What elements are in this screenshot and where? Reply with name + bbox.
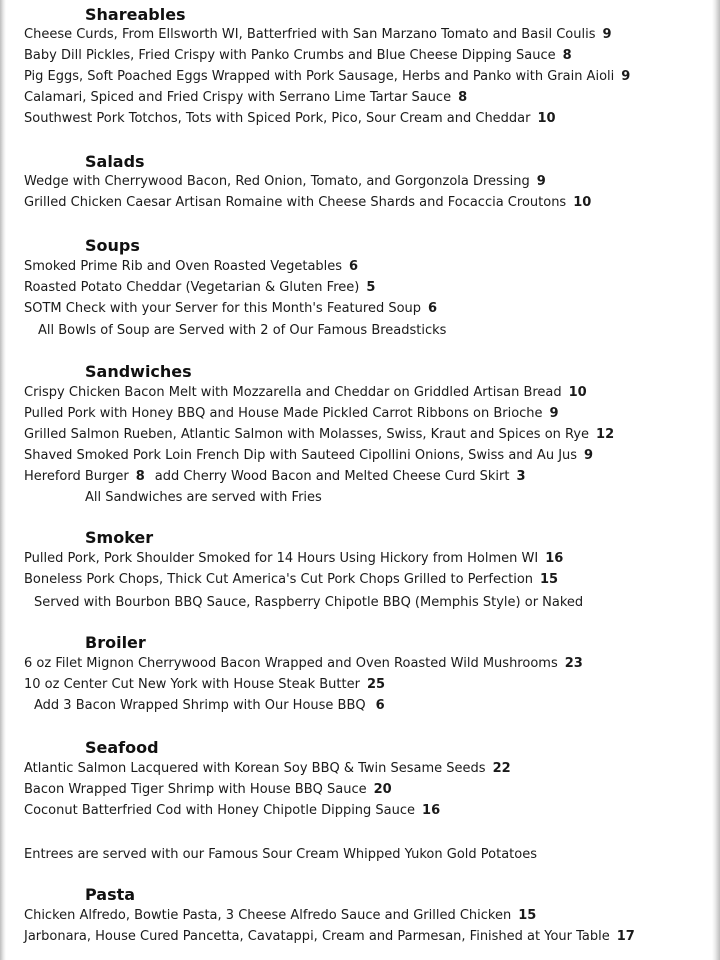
section-heading-pasta: Pasta — [85, 885, 136, 904]
item-price: 15 — [540, 572, 559, 587]
item-name: Shaved Smoked Pork Loin French Dip with Sauteed Cipollini Onions, Swiss and Au Jus — [24, 448, 578, 463]
menu-item — [24, 655, 583, 673]
menu-item — [24, 907, 536, 925]
menu-item — [24, 47, 572, 65]
item-price: 16 — [422, 803, 441, 818]
note-text: Add 3 Bacon Wrapped Shrimp with Our House BBQ — [34, 698, 366, 713]
item-name: Wedge with Cherrywood Bacon, Red Onion, Tomato, and Gorgonzola Dressing — [24, 174, 530, 189]
menu-item — [24, 781, 392, 799]
item-name: 6 oz Filet Mignon Cherrywood Bacon Wrapped and Oven Roasted Wild Mushrooms — [24, 656, 558, 671]
menu-item — [24, 426, 614, 444]
item-name: Crispy Chicken Bacon Melt with Mozzarella and Cheddar on Griddled Artisan Bread — [24, 385, 562, 400]
item-name: Pulled Pork, Pork Shoulder Smoked for 14 Hours Using Hickory from Holmen WI — [24, 551, 539, 566]
item-price: 8 — [135, 469, 145, 484]
item-price: 9 — [584, 448, 594, 463]
menu-item — [24, 110, 556, 128]
section-heading-shareables: Shareables — [85, 5, 186, 24]
item-name: Bacon Wrapped Tiger Shrimp with House BBQ Sauce — [24, 782, 367, 797]
item-price: 10 — [537, 111, 556, 126]
note-text: All Bowls of Soup are Served with 2 of Our Famous Breadsticks — [38, 323, 447, 338]
item-name: Coconut Batterfried Cod with Honey Chipotle Dipping Sauce — [24, 803, 416, 818]
menu-item — [24, 550, 563, 568]
item-price: 10 — [568, 385, 587, 400]
menu-item — [24, 300, 437, 318]
menu-item — [24, 676, 385, 694]
item-price: 5 — [366, 280, 376, 295]
section-heading-salads: Salads — [85, 152, 145, 171]
item-addon-price: 3 — [516, 469, 526, 484]
menu-item — [24, 384, 587, 402]
item-price: 6 — [428, 301, 438, 316]
item-price: 25 — [366, 677, 386, 692]
item-name: Chicken Alfredo, Bowtie Pasta, 3 Cheese Alfredo Sauce and Grilled Chicken — [24, 908, 512, 923]
section-heading-sandwiches: Sandwiches — [85, 362, 192, 381]
item-price: 10 — [573, 195, 592, 210]
item-name: Jarbonara, House Cured Pancetta, Cavatappi, Cream and Parmesan, Finished at Your Table — [24, 929, 610, 944]
item-name: Grilled Chicken Caesar Artisan Romaine with Cheese Shards and Focaccia Croutons — [24, 195, 567, 210]
menu-item — [24, 802, 440, 820]
item-name: SOTM Check with your Server for this Month's Featured Soup — [24, 301, 422, 316]
section-note-broiler — [34, 697, 385, 715]
menu-item — [24, 89, 467, 107]
menu-item — [24, 571, 558, 589]
item-price: 8 — [458, 90, 468, 105]
item-price: 9 — [536, 174, 546, 189]
section-heading-soups: Soups — [85, 236, 140, 255]
item-price: 22 — [492, 761, 511, 776]
note-text: Entrees are served with our Famous Sour Cream Whipped Yukon Gold Potatoes — [24, 847, 537, 862]
note-text: All Sandwiches are served with Fries — [85, 490, 322, 505]
item-name: Cheese Curds, From Ellsworth WI, Batterfried with San Marzano Tomato and Basil Coulis — [24, 27, 596, 42]
item-name: Pig Eggs, Soft Poached Eggs Wrapped with Pork Sausage, Herbs and Panko with Grain Aioli — [24, 69, 615, 84]
menu-item — [24, 258, 358, 276]
item-name: 10 oz Center Cut New York with House Steak Butter — [24, 677, 360, 692]
item-price: 8 — [562, 48, 572, 63]
item-price: 16 — [545, 551, 564, 566]
item-price: 17 — [616, 929, 635, 944]
section-note-seafood — [24, 846, 537, 864]
item-price: 12 — [596, 427, 615, 442]
item-price: 15 — [518, 908, 537, 923]
note-text: Served with Bourbon BBQ Sauce, Raspberry Chipotle BBQ (Memphis Style) or Naked — [34, 595, 584, 610]
section-heading-smoker: Smoker — [85, 528, 154, 547]
item-price: 20 — [373, 782, 392, 797]
item-price: 23 — [564, 656, 583, 671]
menu-item — [24, 760, 511, 778]
section-heading-seafood: Seafood — [85, 738, 159, 757]
item-name: Roasted Potato Cheddar (Vegetarian & Gluten Free) — [24, 280, 360, 295]
menu-item — [24, 928, 635, 946]
section-heading-broiler: Broiler — [85, 633, 146, 652]
menu-item — [24, 173, 546, 191]
section-note-sandwiches — [85, 489, 322, 507]
section-note-soups — [38, 322, 446, 340]
item-price: 9 — [621, 69, 631, 84]
menu-item — [24, 68, 630, 86]
note-price: 6 — [375, 698, 385, 713]
item-name: Baby Dill Pickles, Fried Crispy with Panko Crumbs and Blue Cheese Dipping Sauce — [24, 48, 556, 63]
menu-item — [24, 26, 612, 44]
item-name: Southwest Pork Totchos, Tots with Spiced Pork, Pico, Sour Cream and Cheddar — [24, 111, 531, 126]
menu-item — [24, 447, 593, 465]
item-price: 9 — [602, 27, 612, 42]
menu-item — [24, 194, 591, 212]
menu-item — [24, 405, 559, 423]
item-name: Pulled Pork with Honey BBQ and House Made Pickled Carrot Ribbons on Brioche — [24, 406, 543, 421]
menu-item — [24, 468, 526, 486]
item-price: 9 — [549, 406, 559, 421]
item-name: Hereford Burger — [24, 469, 129, 484]
item-name: Atlantic Salmon Lacquered with Korean Soy BBQ & Twin Sesame Seeds — [24, 761, 486, 776]
item-name: Boneless Pork Chops, Thick Cut America's Cut Pork Chops Grilled to Perfection — [24, 572, 534, 587]
item-name: Calamari, Spiced and Fried Crispy with Serrano Lime Tartar Sauce — [24, 90, 452, 105]
item-name: Smoked Prime Rib and Oven Roasted Vegetables — [24, 259, 343, 274]
item-price: 6 — [349, 259, 359, 274]
section-note-smoker — [34, 594, 583, 612]
item-name: Grilled Salmon Rueben, Atlantic Salmon with Molasses, Swiss, Kraut and Spices on Rye — [24, 427, 590, 442]
menu-item — [24, 279, 375, 297]
item-addon: add Cherry Wood Bacon and Melted Cheese Curd Skirt — [154, 469, 510, 484]
